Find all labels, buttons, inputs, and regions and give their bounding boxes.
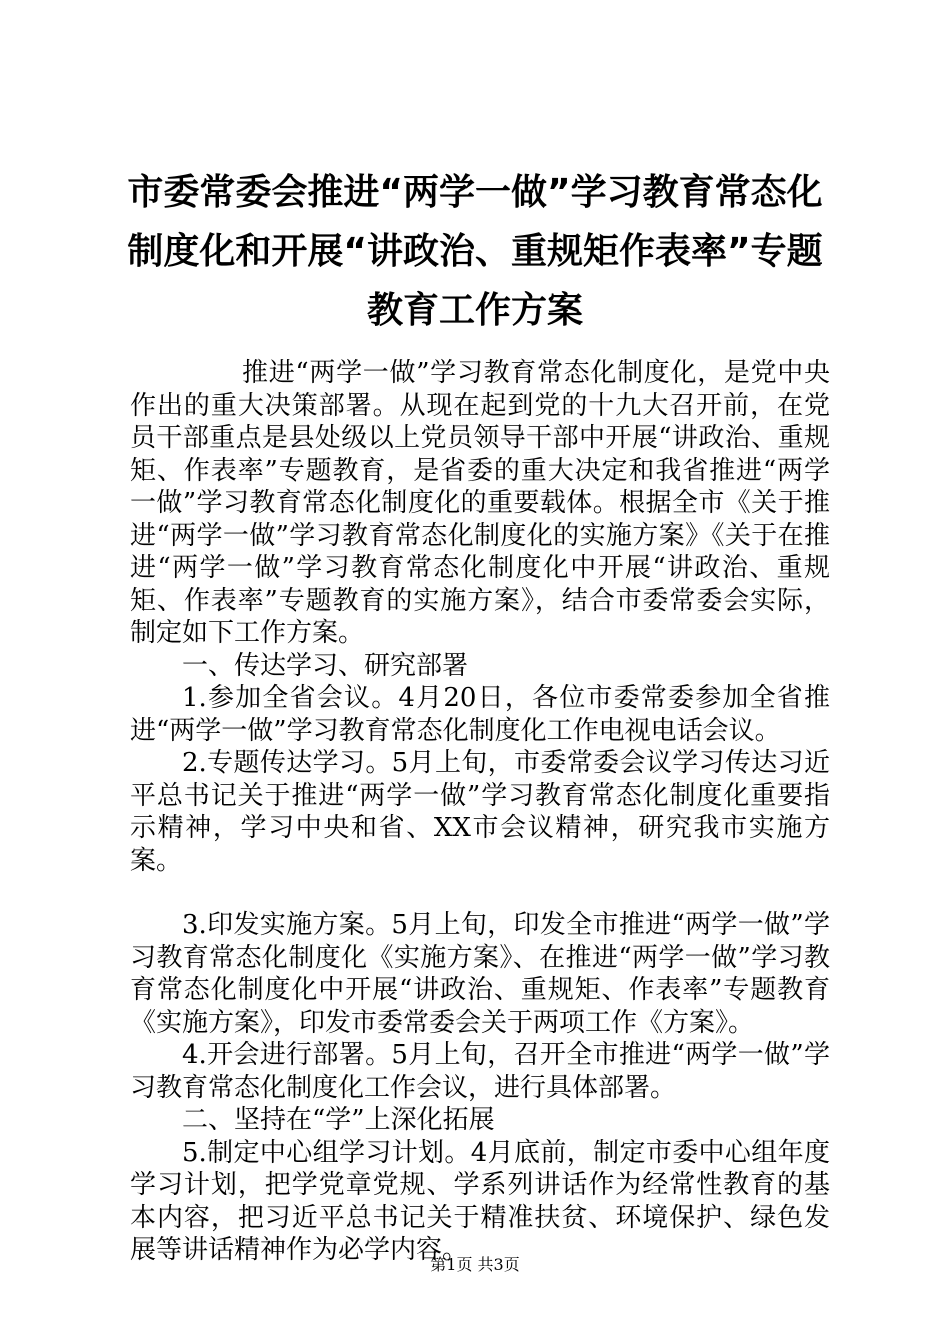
paragraph-item-1: 1.参加全省会议。4月20日，各位市委常委参加全省推进“两学一做”学习教育常态化制度化工作电视电话会议。 bbox=[130, 683, 830, 746]
paragraph-item-5: 5.制定中心组学习计划。4月底前，制定市委中心组年度学习计划，把学党章党规、学系列讲话作为经常性教育的基本内容，把习近平总书记关于精准扶贫、环境保护、绿色发展等讲话精神作为必学内容。 bbox=[130, 1137, 830, 1265]
document-title bbox=[100, 163, 850, 340]
section-heading-2: 二、坚持在“学”上深化拓展 bbox=[182, 1105, 495, 1135]
document-body bbox=[130, 357, 830, 1267]
title-line-3: 教育工作方案 bbox=[366, 290, 583, 331]
paragraph-item-3: 3.印发实施方案。5月上旬，印发全市推进“两学一做”学习教育常态化制度化《实施方案》、在推进“两学一做”学习教育常态化制度化中开展“讲政治、重规矩、作表率”专题教育《实施方案》，印发市委常委会关于两项工作《方案》。 bbox=[130, 910, 830, 1038]
paragraph-intro: 推进“两学一做”学习教育常态化制度化，是党中央作出的重大决策部署。从现在起到党的十九大召开前，在党员干部重点是县处级以上党员领导干部中开展“讲政治、重规矩、作表率”专题教育，是省委的重大决定和我省推进“两学一做”学习教育常态化制度化的重要载体。根据全市《关于推进“两学一做”学习教育常态化制度化的实施方案》《关于在推进“两学一做”学习教育常态化制度化中开展“讲政治、重规矩、作表率”专题教育的实施方案》，结合市委常委会实际，制定如下工作方案。 bbox=[130, 358, 830, 648]
section-heading-1: 一、传达学习、研究部署 bbox=[182, 650, 469, 681]
paragraph-item-4: 4.开会进行部署。5月上旬，召开全市推进“两学一做”学习教育常态化制度化工作会议，进行具体部署。 bbox=[130, 1040, 830, 1103]
title-line-1: 市委常委会推进“两学一做”学习教育常态化 bbox=[127, 172, 823, 213]
page-footer: 第1页 共3页 bbox=[430, 1255, 520, 1274]
paragraph-item-2: 2.专题传达学习。5月上旬，市委常委会议学习传达习近平总书记关于推进“两学一做”学习教育常态化制度化重要指示精神，学习中央和省、XX市会议精神，研究我市实施方案。 bbox=[130, 748, 830, 876]
paragraph-gap bbox=[130, 877, 830, 909]
title-line-2: 制度化和开展“讲政治、重规矩作表率”专题 bbox=[127, 231, 823, 272]
